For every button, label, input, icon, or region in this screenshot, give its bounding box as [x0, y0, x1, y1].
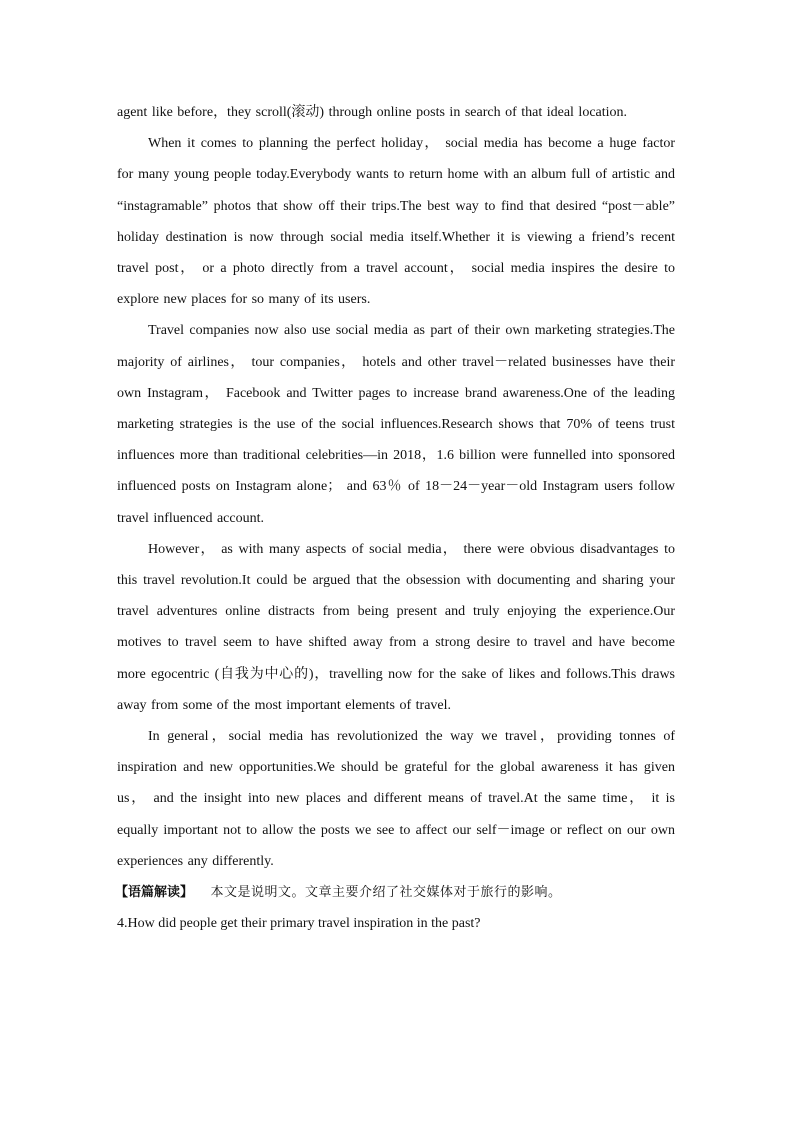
document-page	[117, 97, 675, 939]
paragraph-3: Travel companies now also use social media as part of their own marketing strategies.The majority of airlines， tour companies， hotels and other travel－related businesses have their own Instagram， Facebook and Twitter pages to increase brand awareness.One of the leading marketing strategies is the use of the social influences.Research shows that 70% of teens trust influences more than traditional celebrities—in 2018，1.6 billion were funnelled into sponsored influenced posts on Instagram alone； and 63％ of 18－24－year－old Instagram users follow travel influenced account.	[117, 323, 675, 526]
paragraph-4: However， as with many aspects of social media， there were obvious disadvantages to this travel revolution.It could be argued that the obsession with documenting and sharing your travel adventures online distracts from being present and truly enjoying the experience.Our motives to travel seem to have shifted away from a strong desire to travel and have become more egocentric (自我为中心的)，travelling now for the sake of likes and follows.This draws away from some of the most important elements of travel.	[117, 541, 675, 713]
analysis-text: 本文是说明文。文章主要介绍了社交媒体对于旅行的影响。	[210, 885, 562, 901]
discourse-analysis	[115, 877, 675, 908]
paragraph-2: When it comes to planning the perfect holiday， social media has become a huge factor for many young people today.Everybody wants to return home with an album full of artistic and “instagramable” photos that show off their trips.The best way to find that desired “post－able” holiday destination is now through social media itself.Whether it is viewing a friend’s recent travel post， or a photo directly from a travel account， social media inspires the desire to explore new places for so many of its users.	[117, 136, 675, 308]
paragraph-5: In general，social media has revolutionized the way we travel，providing tonnes of inspiration and new opportunities.We should be grateful for the global awareness it has given us， and the insight into new places and different means of travel.At the same time， it is equally important not to allow the posts we see to affect our self－image or reflect on our own experiences any differently.	[117, 729, 675, 869]
paragraph-1: agent like before，they scroll(滚动) through online posts in search of that ideal location.	[117, 105, 628, 120]
analysis-label: 【语篇解读】	[115, 885, 194, 901]
question-4: 4.How did people get their primary travel inspiration in the past?	[117, 916, 481, 932]
